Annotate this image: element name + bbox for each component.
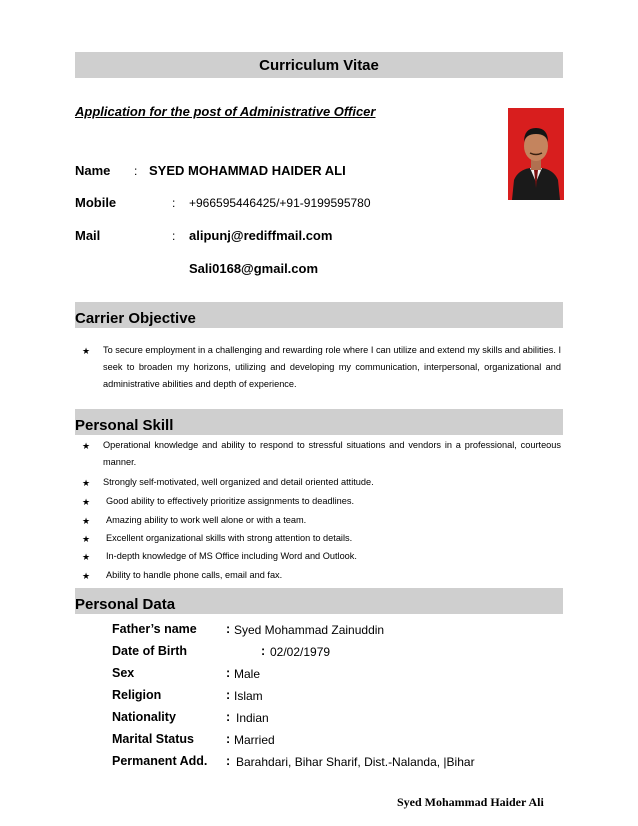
pd-value-nationality: Indian [236, 711, 269, 725]
bullet-star-icon: ★ [82, 441, 91, 451]
mobile-colon: : [172, 196, 176, 210]
mobile-label: Mobile [75, 195, 117, 210]
name-colon: : [134, 164, 138, 178]
pd-value-permanent-address: Barahdari, Bihar Sharif, Dist.-Nalanda, |Bihar [236, 755, 475, 769]
mail-value-2[interactable]: Sali0168@gmail.com [189, 261, 319, 276]
pd-colon: : [226, 710, 231, 724]
pd-colon: : [226, 732, 231, 746]
mail-value-1[interactable]: alipunj@rediffmail.com [189, 228, 333, 243]
pd-label-marital-status: Marital Status [112, 732, 194, 746]
skill-item-1: Operational knowledge and ability to respond to stressful situations and vendors in a professional, courteous manner. [103, 440, 561, 467]
pd-colon: : [226, 688, 231, 702]
bullet-star-icon: ★ [82, 478, 91, 488]
name-label: Name [75, 163, 111, 178]
pd-value-date-of-birth: 02/02/1979 [270, 645, 331, 659]
profile-photo-figure [508, 108, 564, 200]
objective-text: To secure employment in a challenging and rewarding role where I can utilize and extend my skills and abilities. I seek to broaden my horizons, utilizing and developing my communication, interpersonal, organizational and administrative abilities and depth of experience. [103, 345, 561, 389]
pd-label-sex: Sex [112, 666, 135, 680]
bullet-star-icon: ★ [82, 516, 91, 526]
pd-value-fathers-name: Syed Mohammad Zainuddin [234, 623, 385, 637]
bullet-star-icon: ★ [82, 346, 91, 356]
footer-name: Syed Mohammad Haider Ali [397, 795, 544, 809]
mail-colon: : [172, 229, 176, 243]
pd-value-religion: Islam [234, 689, 263, 703]
skill-item-6: In-depth knowledge of MS Office including Word and Outlook. [106, 551, 357, 561]
mobile-value: +966595446425/+91-9199595780 [189, 196, 371, 210]
skill-item-2: Strongly self-motivated, well organized and detail oriented attitude. [103, 477, 374, 487]
skill-item-5: Excellent organizational skills with strong attention to details. [106, 533, 353, 543]
pd-colon: : [226, 754, 231, 768]
personal-skill-title: Personal Skill [75, 417, 174, 434]
mail-label: Mail [75, 228, 101, 243]
carrier-objective-title: Carrier Objective [75, 310, 196, 327]
pd-value-marital-status: Married [234, 733, 275, 747]
pd-colon: : [226, 622, 231, 636]
skill-item-7: Ability to handle phone calls, email and fax. [106, 570, 283, 580]
bullet-star-icon: ★ [82, 571, 91, 581]
application-post: Application for the post of Administrative Officer [75, 104, 376, 119]
title-bar [75, 52, 563, 78]
pd-label-religion: Religion [112, 688, 162, 702]
document-title: Curriculum Vitae [259, 57, 379, 74]
pd-value-sex: Male [234, 667, 261, 681]
personal-data-title: Personal Data [75, 596, 176, 613]
bullet-star-icon: ★ [82, 534, 91, 544]
pd-label-fathers-name: Father’s name [112, 622, 197, 636]
profile-photo [508, 108, 564, 200]
pd-label-nationality: Nationality [112, 710, 176, 724]
skill-item-4: Amazing ability to work well alone or with a team. [106, 515, 307, 525]
pd-label-date-of-birth: Date of Birth [112, 644, 187, 658]
pd-colon: : [226, 666, 231, 680]
skill-item-3: Good ability to effectively prioritize assignments to deadlines. [106, 496, 355, 506]
pd-colon: : [261, 644, 266, 658]
pd-label-permanent-address: Permanent Add. [112, 754, 208, 768]
name-value: SYED MOHAMMAD HAIDER ALI [149, 163, 346, 178]
bullet-star-icon: ★ [82, 552, 91, 562]
bullet-star-icon: ★ [82, 497, 91, 507]
